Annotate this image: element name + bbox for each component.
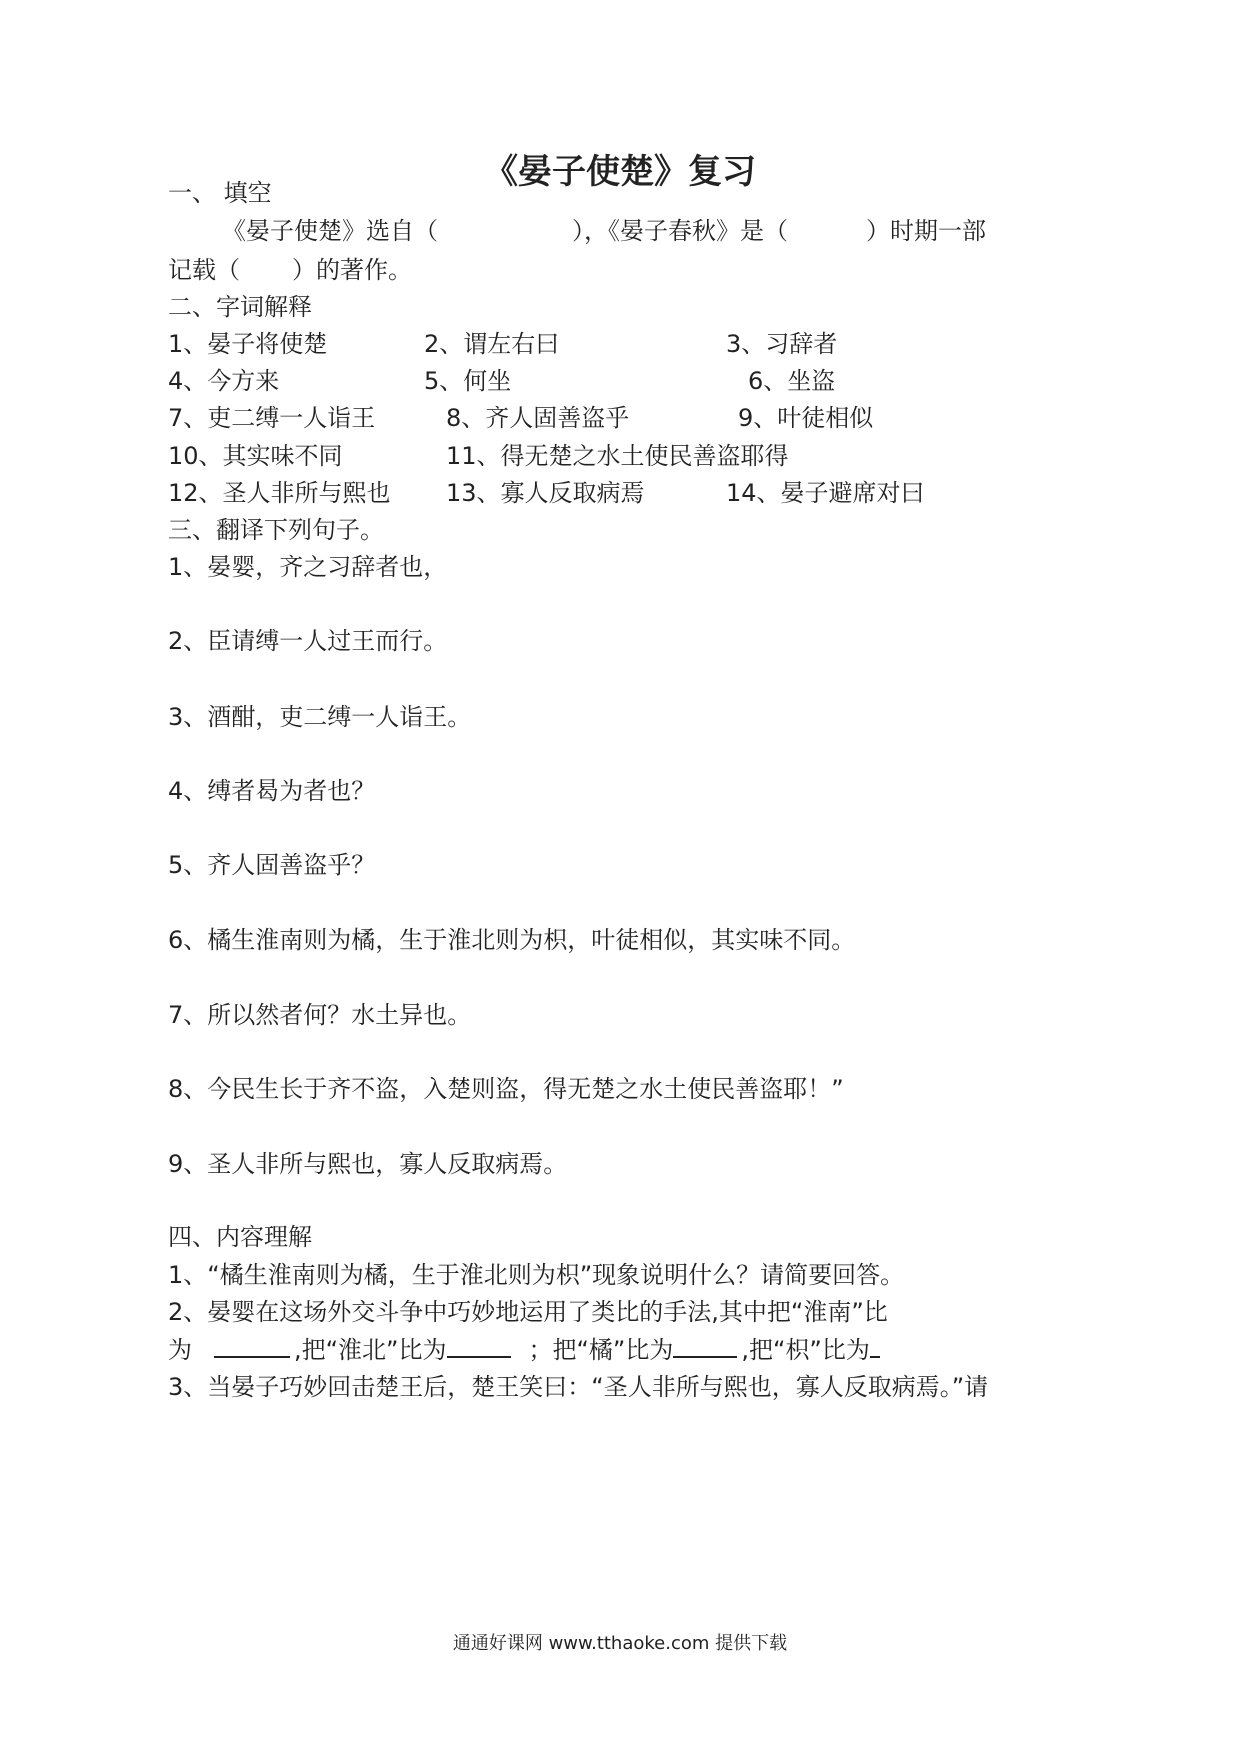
word-item: 6、坐盗	[748, 367, 836, 395]
q2-text: ,把“淮北”比为	[294, 1336, 447, 1364]
answer-blank[interactable]	[447, 1334, 511, 1358]
page-title: 《晏子使楚》复习	[484, 152, 756, 192]
fill-text: ）时期一部	[866, 217, 986, 245]
fill-blank-line-2	[168, 255, 412, 285]
fill-text: 记载（	[168, 256, 240, 284]
comprehension-q2-blanks	[168, 1334, 884, 1365]
word-item: 5、何坐	[424, 367, 512, 395]
translate-item: 7、所以然者何？水土异也。	[168, 1001, 472, 1029]
footer-credit: 通通好课网 www.tthaoke.com 提供下载	[452, 1633, 788, 1654]
word-item: 3、习辞者	[726, 330, 838, 358]
word-item: 14、晏子避席对曰	[726, 479, 925, 507]
word-item: 9、叶徒相似	[738, 404, 874, 432]
q2-text: ,把“枳”比为	[741, 1336, 870, 1364]
comprehension-q1: 1、“橘生淮南则为橘，生于淮北则为枳”现象说明什么？请简要回答。	[168, 1261, 905, 1289]
fill-text: ）的著作。	[292, 256, 412, 284]
translate-item: 9、圣人非所与熙也，寡人反取病焉。	[168, 1150, 568, 1178]
word-item: 4、今方来	[168, 367, 280, 395]
q2-text: 为	[168, 1336, 192, 1364]
fill-text: ），《晏子春秋》是（	[572, 217, 788, 245]
q2-text: 把“橘”比为	[552, 1336, 674, 1364]
answer-blank[interactable]	[673, 1334, 737, 1358]
comprehension-q2: 2、晏婴在这场外交斗争中巧妙地运用了类比的手法,其中把“淮南”比	[168, 1298, 888, 1326]
translate-item: 4、缚者曷为者也？	[168, 777, 376, 805]
q2-text: ；	[528, 1336, 553, 1364]
word-item: 2、谓左右曰	[424, 330, 560, 358]
fill-blank-line-1	[222, 216, 986, 246]
fill-text: 《晏子使楚》选自（	[222, 217, 438, 245]
answer-blank[interactable]	[214, 1334, 290, 1358]
word-item: 8、齐人固善盗乎	[446, 404, 630, 432]
section-1-heading: 一、 填空	[168, 179, 272, 207]
answer-blank[interactable]	[870, 1334, 880, 1358]
word-item: 10、其实味不同	[168, 442, 343, 470]
word-item: 7、吏二缚一人诣王	[168, 404, 376, 432]
translate-item: 1、晏婴，齐之习辞者也，	[168, 553, 448, 581]
translate-item: 2、臣请缚一人过王而行。	[168, 627, 448, 655]
section-3-heading: 三、翻译下列句子。	[168, 516, 384, 544]
word-item: 13、寡人反取病焉	[446, 479, 645, 507]
comprehension-q3: 3、当晏子巧妙回击楚王后，楚王笑曰：“圣人非所与熙也，寡人反取病焉。”请	[168, 1373, 989, 1401]
section-2-heading: 二、字词解释	[168, 293, 312, 321]
translate-item: 3、酒酣，吏二缚一人诣王。	[168, 703, 472, 731]
translate-item: 6、橘生淮南则为橘，生于淮北则为枳，叶徒相似，其实味不同。	[168, 926, 856, 954]
word-item: 1、晏子将使楚	[168, 330, 328, 358]
section-4-heading: 四、内容理解	[168, 1223, 312, 1251]
translate-item: 5、齐人固善盗乎？	[168, 851, 376, 879]
word-item: 11、得无楚之水土使民善盗耶得	[446, 442, 789, 470]
translate-item: 8、今民生长于齐不盗，入楚则盗，得无楚之水土使民善盗耶！”	[168, 1075, 844, 1103]
word-item: 12、圣人非所与熙也	[168, 479, 391, 507]
